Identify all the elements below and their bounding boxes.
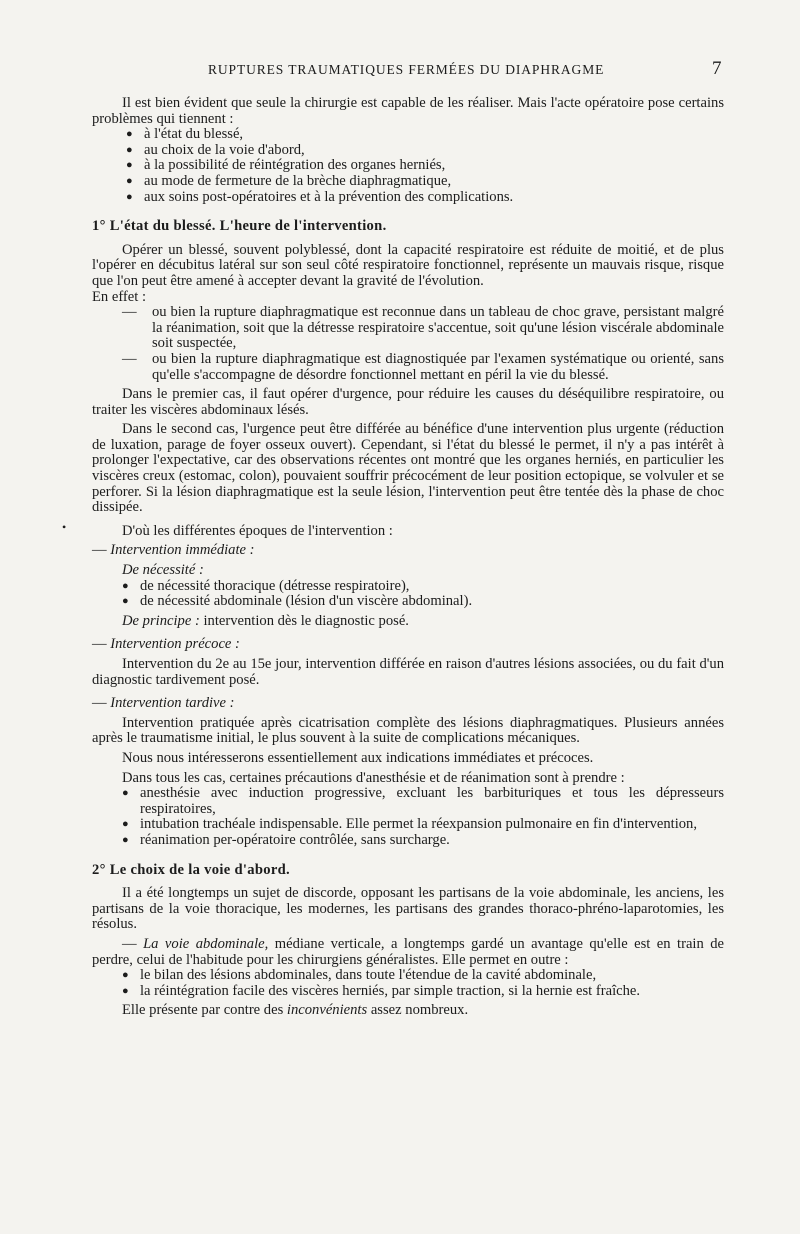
inconvenients-word: inconvénients bbox=[286, 1002, 368, 1019]
section-1-paragraph-1: Opérer un blessé, souvent polyblessé, dont la capacité respiratoire est réduite de moitié, et de plus l'opérer en décubitus latéral sur son seul côté respiratoire fonctionnel, représente un mauvais risque, risque que l'on peut être amené à accepter devant la gravité de l'évolution. bbox=[92, 241, 724, 289]
principe-title: De principe : bbox=[122, 612, 200, 629]
running-title: RUPTURES TRAUMATIQUES FERMÉES DU DIAPHRAGME bbox=[208, 62, 605, 77]
section-1-paragraph-2: Dans le premier cas, il faut opérer d'urgence, pour réduire les causes du déséquilibre respiratoire, ou traiter les viscères abdominaux lésés. bbox=[92, 386, 724, 418]
list-item: ● au mode de fermeture de la brèche diaphragmatique, bbox=[126, 174, 724, 190]
precoce-text: Intervention du 2e au 15e jour, intervention différée en raison d'autres lésions associées, ou du fait d'un diagnostic tardivement posé. bbox=[92, 656, 724, 688]
page-body bbox=[92, 96, 724, 1019]
list-item: ● réanimation per-opératoire contrôlée, sans surcharge. bbox=[122, 833, 724, 849]
necessite-bullet-list bbox=[92, 579, 724, 610]
necessite-heading: De nécessité : bbox=[122, 562, 204, 579]
precoce-heading: — Intervention précoce : bbox=[92, 636, 240, 653]
intro-bullet-list bbox=[92, 127, 724, 205]
voie-abdominale-label: La voie abdominale, bbox=[143, 935, 269, 952]
section-2-title: Le choix de la voie d'abord. bbox=[109, 861, 290, 878]
section-1-heading bbox=[92, 219, 724, 235]
voie-abdominale-text: médiane verticale, a longtemps gardé un avantage qu'elle est en train de perdre, celui de l'habitude pour les chirurgiens généralistes. Elle permet en outre : bbox=[92, 935, 725, 968]
principe-text: intervention dès le diagnostic posé. bbox=[203, 612, 409, 629]
precoce-title: Intervention précoce : bbox=[110, 636, 240, 653]
list-item: ● de nécessité thoracique (détresse respiratoire), bbox=[122, 579, 724, 595]
list-item: ● de nécessité abdominale (lésion d'un viscère abdominal). bbox=[122, 594, 724, 610]
page-number: 7 bbox=[712, 58, 722, 79]
section-2-paragraph-3 bbox=[92, 1003, 724, 1019]
section-1-number: 1° bbox=[92, 218, 106, 235]
section-1-paragraph-3: Dans le second cas, l'urgence peut être différée au bénéfice d'une intervention plus urgente (réduction de luxation, parage de foyer osseux ouvert). Cependant, si l'état du blessé le permet, il n'y a pas intérêt à prolonger l'expectative, car des observations récentes ont montré que les organes herniés, en particulier les viscères creux (estomac, colon), pouvaient souffrir précocément de leur position ectopique, se volvuler et se perforer. Si la lésion diaphragmatique est la seule lésion, l'intervention peut être tentée dès la phase de choc dissipée. bbox=[92, 421, 724, 516]
list-item: ● intubation trachéale indispensable. Elle permet la réexpansion pulmonaire en fin d'intervention, bbox=[122, 817, 724, 833]
section-2-bullet-list bbox=[92, 968, 724, 999]
section-2-heading bbox=[92, 863, 724, 879]
dash-item-text: ou bien la rupture diaphragmatique est reconnue dans un tableau de choc grave, persistant malgré la réanimation, soit que la détresse respiratoire s'accentue, soit qu'une lésion viscérale abdominale soit suspectée, bbox=[152, 304, 724, 352]
list-item: ● la réintégration facile des viscères herniés, par simple traction, si la hernie est fraîche. bbox=[122, 984, 724, 1000]
dash-item-text: ou bien la rupture diaphragmatique est diagnostiquée par l'examen systématique ou orienté, sans qu'elle s'accompagne de désordre fonctionnel mettant en péril la vie du blessé. bbox=[152, 350, 724, 383]
immediate-title: Intervention immédiate : bbox=[110, 542, 255, 559]
tardive-text: Intervention pratiquée après cicatrisation complète des lésions diaphragmatiques. Plusieurs années après le traumatisme initial, le plus souvent à la suite de complications mécaniques. bbox=[92, 714, 724, 747]
section-1-paragraph-5: Nous nous intéresserons essentiellement aux indications immédiates et précoces. bbox=[122, 749, 594, 766]
margin-mark: • bbox=[62, 520, 67, 534]
section-1-dash-list bbox=[92, 305, 724, 383]
section-1-paragraph-6: Dans tous les cas, certaines précautions d'anesthésie et de réanimation sont à prendre : bbox=[122, 769, 625, 786]
inconvenients-tail: assez nombreux. bbox=[370, 1002, 469, 1019]
list-item bbox=[92, 305, 724, 352]
section-2-paragraph-2: — La voie abdominale, médiane verticale, a longtemps gardé un avantage qu'elle est en train de perdre, celui de l'habitude pour les chirurgiens généralistes. Elle permet en outre : bbox=[92, 935, 725, 968]
list-item bbox=[92, 352, 724, 383]
section-2-number: 2° bbox=[92, 861, 106, 878]
section-2-paragraph-1: Il a été longtemps un sujet de discorde, opposant les partisans de la voie abdominale, les anciens, les partisans de la voie thoracique, les modernes, les partisans des grandes thoraco-phréno-laparotomies, les résolus. bbox=[92, 885, 724, 933]
tardive-title: Intervention tardive : bbox=[110, 695, 235, 712]
intro-paragraph: Il est bien évident que seule la chirurgie est capable de les réaliser. Mais l'acte opératoire pose certains problèmes qui tiennent : bbox=[92, 95, 724, 127]
list-item: ● anesthésie avec induction progressive, excluant les barbituriques et tous les dépresseurs respiratoires, bbox=[122, 786, 724, 817]
list-item: ● le bilan des lésions abdominales, dans toute l'étendue de la cavité abdominale, bbox=[122, 968, 724, 984]
list-item: ● au choix de la voie d'abord, bbox=[126, 143, 724, 159]
precaution-bullet-list bbox=[92, 786, 724, 848]
inconvenients-lead: Elle présente par contre des bbox=[122, 1002, 284, 1019]
dash-marker: — bbox=[122, 350, 137, 367]
list-item: ● à l'état du blessé, bbox=[126, 127, 724, 143]
immediate-heading: — Intervention immédiate : bbox=[92, 542, 255, 559]
page-header bbox=[0, 58, 800, 82]
section-1-paragraph-4: D'où les différentes époques de l'intervention : bbox=[122, 522, 393, 539]
tardive-heading: — Intervention tardive : bbox=[92, 695, 235, 712]
section-1-title: L'état du blessé. L'heure de l'intervention. bbox=[109, 218, 387, 235]
list-item: ● aux soins post-opératoires et à la prévention des complications. bbox=[126, 190, 724, 206]
dash-marker: — bbox=[122, 304, 137, 321]
list-item: ● à la possibilité de réintégration des organes herniés, bbox=[126, 158, 724, 174]
section-1-en-effet: En effet : bbox=[92, 288, 147, 305]
principe-line bbox=[92, 614, 724, 630]
